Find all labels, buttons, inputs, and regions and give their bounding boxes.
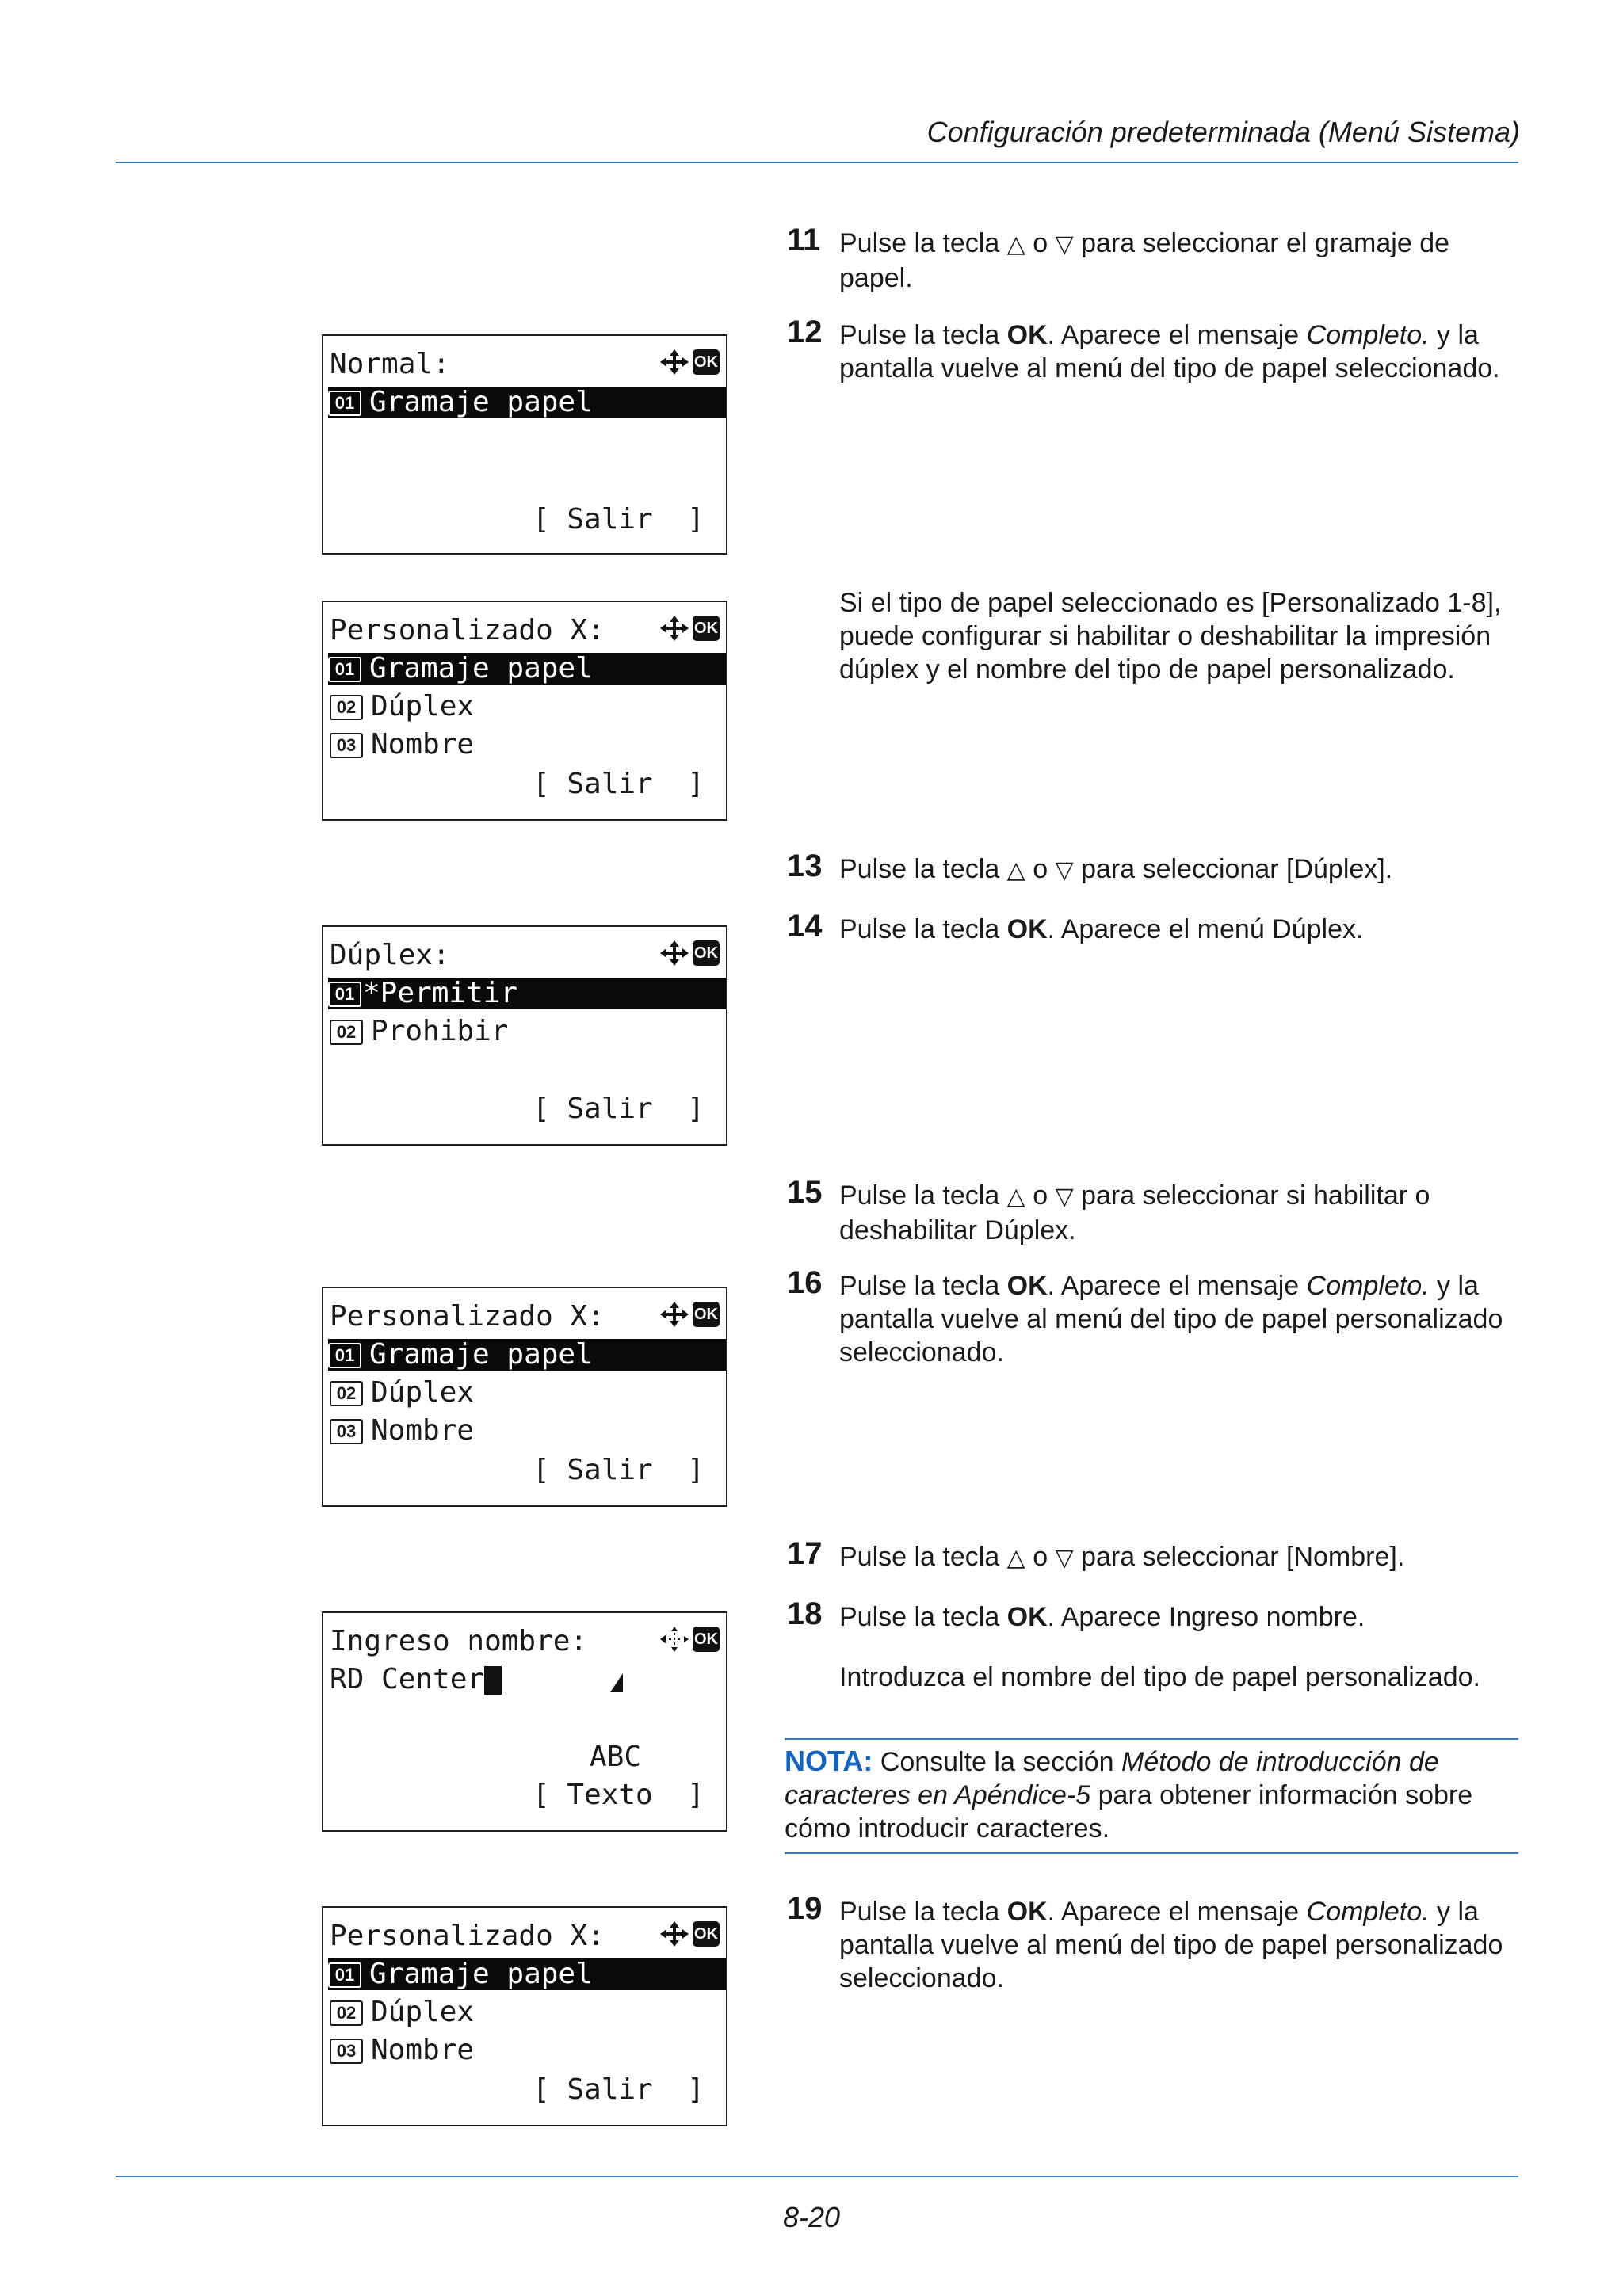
step-text: Pulse la tecla OK. Aparece el mensaje Completo. y la pantalla vuelve al menú del tipo de papel personalizado seleccionado.	[839, 1897, 1503, 1993]
down-triangle-icon: ▽	[1055, 856, 1074, 884]
ok-icon: OK	[693, 616, 720, 641]
step-number: 16	[787, 1265, 823, 1300]
step-11	[787, 223, 1524, 295]
down-triangle-icon: ▽	[1055, 231, 1074, 258]
panel-title: Personalizado X:	[330, 1920, 605, 1952]
ok-icon: OK	[693, 1627, 720, 1652]
arrow-cross-icon	[659, 1301, 689, 1328]
softkey-label: [ Texto ]	[533, 1779, 705, 1811]
caret-icon	[610, 1673, 623, 1692]
menu-item-selected	[328, 978, 726, 1009]
info-paragraph: Si el tipo de papel seleccionado es [Personalizado 1-8], puede configurar si habilitar o deshabilitar la impresión dúplex y el nombre del tipo de papel personalizado.	[839, 588, 1502, 685]
menu-item	[330, 1016, 726, 1047]
menu-item-label: Dúplex	[371, 690, 475, 723]
arrow-cross-icon	[659, 1626, 689, 1653]
step-19	[787, 1891, 1524, 1995]
instruction-paragraph: Introduzca el nombre del tipo de papel personalizado.	[839, 1662, 1480, 1692]
menu-item-label: *Permitir	[363, 977, 518, 1009]
arrow-cross-icon	[659, 1920, 689, 1947]
menu-item-label: Gramaje papel	[369, 652, 593, 685]
step-number: 15	[787, 1175, 823, 1210]
softkey-label: [ Salir ]	[533, 503, 705, 536]
text-cursor	[484, 1666, 502, 1695]
lcd-panel-name-entry	[322, 1611, 727, 1832]
menu-item-label: Nombre	[371, 1414, 475, 1447]
step-number: 13	[787, 849, 823, 883]
step-text: Pulse la tecla OK. Aparece el mensaje Completo. y la pantalla vuelve al menú del tipo de papel personalizado seleccionado.	[839, 1271, 1503, 1367]
menu-item-label: Prohibir	[371, 1015, 509, 1047]
panel-title: Dúplex:	[330, 939, 450, 971]
panel-title: Personalizado X:	[330, 614, 605, 646]
menu-item-selected	[328, 1339, 726, 1371]
menu-item-selected	[328, 387, 726, 418]
step-number: 14	[787, 909, 823, 944]
menu-item	[330, 1415, 726, 1447]
panel-nav	[659, 615, 720, 642]
step-number: 11	[787, 223, 821, 257]
item-number-icon: 03	[330, 733, 363, 758]
softkey-label: [ Salir ]	[533, 1454, 705, 1486]
step-12	[787, 315, 1524, 385]
up-triangle-icon: △	[1006, 856, 1025, 884]
menu-item	[330, 1997, 726, 2028]
lcd-panel-custom-1	[322, 601, 727, 821]
panel-title: Personalizado X:	[330, 1300, 605, 1333]
input-mode: ABC	[590, 1741, 642, 1773]
step-text: Pulse la tecla △ o ▽ para seleccionar [Nombre].	[839, 1542, 1405, 1572]
softkey-label: [ Salir ]	[533, 2073, 705, 2106]
step-number: 17	[787, 1536, 823, 1571]
step-text: Pulse la tecla OK. Aparece el menú Dúplex.	[839, 914, 1364, 944]
input-text: RD Center	[330, 1663, 485, 1695]
step-13	[787, 849, 1524, 887]
item-number-icon: 03	[330, 2039, 363, 2064]
item-number-icon: 01	[328, 1962, 361, 1988]
up-triangle-icon: △	[1006, 1544, 1025, 1572]
menu-item-label: Nombre	[371, 2034, 475, 2066]
step-18	[787, 1596, 1524, 1634]
ok-icon: OK	[693, 940, 720, 966]
down-triangle-icon: ▽	[1055, 1183, 1074, 1211]
panel-nav	[659, 1920, 720, 1947]
ok-icon: OK	[693, 349, 720, 375]
ok-icon: OK	[693, 1302, 720, 1327]
name-input-value	[330, 1664, 726, 1695]
step-text: Pulse la tecla OK. Aparece Ingreso nombre.	[839, 1602, 1365, 1632]
item-number-icon: 01	[328, 391, 361, 416]
step-number: 19	[787, 1891, 823, 1926]
note-reference: Método de introducción de caracteres en Apéndice-5	[785, 1747, 1439, 1810]
footer-rule	[116, 2176, 1518, 2177]
lcd-panel-custom-3	[322, 1906, 727, 2126]
lcd-panel-custom-2	[322, 1287, 727, 1507]
running-header: Configuración predeterminada (Menú Sistema)	[926, 116, 1520, 148]
arrow-cross-icon	[659, 940, 689, 967]
step-14	[787, 909, 1524, 946]
item-number-icon: 02	[330, 1020, 363, 1045]
menu-item-selected	[328, 653, 726, 685]
menu-item	[330, 1377, 726, 1409]
panel-title: Normal:	[330, 348, 450, 380]
step-text: Pulse la tecla △ o ▽ para seleccionar si habilitar o deshabilitar Dúplex.	[839, 1180, 1430, 1245]
lcd-panel-duplex	[322, 925, 727, 1146]
note-label: NOTA:	[785, 1745, 873, 1777]
header-rule	[116, 162, 1518, 163]
panel-nav	[659, 1301, 720, 1328]
step-number: 12	[787, 315, 823, 349]
menu-item-label: Nombre	[371, 728, 475, 761]
item-number-icon: 02	[330, 1381, 363, 1406]
note-bottom-rule	[785, 1852, 1518, 1854]
menu-item	[330, 2035, 726, 2066]
softkey-label: [ Salir ]	[533, 1093, 705, 1125]
up-triangle-icon: △	[1006, 1183, 1025, 1211]
lcd-panel-normal	[322, 334, 727, 555]
step-number: 18	[787, 1596, 823, 1631]
item-number-icon: 01	[328, 982, 361, 1007]
menu-item-label: Gramaje papel	[369, 1958, 593, 1990]
panel-title: Ingreso nombre:	[330, 1625, 588, 1657]
step-text: Pulse la tecla OK. Aparece el mensaje Completo. y la pantalla vuelve al menú del tipo de papel seleccionado.	[839, 320, 1500, 383]
page-number: 8-20	[782, 2201, 841, 2233]
menu-item-label: Dúplex	[371, 1376, 475, 1409]
arrow-cross-icon	[659, 615, 689, 642]
menu-item-label: Gramaje papel	[369, 1338, 593, 1371]
menu-item-label: Dúplex	[371, 1996, 475, 2028]
note-box: NOTA: Consulte la sección Método de introducción de caracteres en Apéndice-5 para obtener información sobre cómo introducir caracteres.	[785, 1745, 1473, 1844]
up-triangle-icon: △	[1006, 231, 1025, 258]
step-text: Pulse la tecla △ o ▽ para seleccionar el gramaje de papel.	[839, 228, 1450, 293]
menu-item	[330, 691, 726, 723]
item-number-icon: 02	[330, 2000, 363, 2026]
arrow-cross-icon	[659, 349, 689, 376]
item-number-icon: 01	[328, 657, 361, 682]
softkey-label: [ Salir ]	[533, 768, 705, 800]
step-17	[787, 1536, 1524, 1575]
item-number-icon: 01	[328, 1343, 361, 1368]
ok-icon: OK	[693, 1921, 720, 1947]
panel-nav	[659, 1626, 720, 1653]
item-number-icon: 02	[330, 695, 363, 720]
menu-item	[330, 729, 726, 761]
panel-nav	[659, 940, 720, 967]
step-15	[787, 1175, 1524, 1247]
panel-nav	[659, 349, 720, 376]
note-top-rule	[785, 1738, 1518, 1740]
menu-item-selected	[328, 1958, 726, 1990]
down-triangle-icon: ▽	[1055, 1544, 1074, 1572]
step-text: Pulse la tecla △ o ▽ para seleccionar [Dúplex].	[839, 854, 1393, 884]
item-number-icon: 03	[330, 1419, 363, 1444]
step-16	[787, 1265, 1524, 1369]
menu-item-label: Gramaje papel	[369, 386, 593, 418]
